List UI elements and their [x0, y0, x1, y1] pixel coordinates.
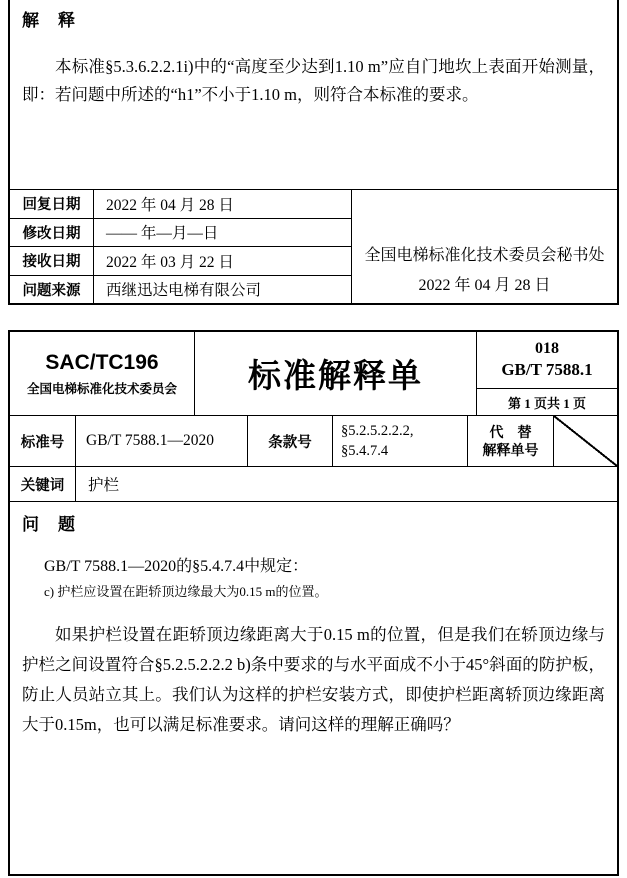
revision-date-label: 修改日期	[10, 219, 94, 247]
question-section	[10, 502, 617, 874]
secretariat-signature-cell	[352, 190, 617, 303]
dates-grid	[10, 190, 352, 303]
committee-name: 全国电梯标准化技术委员会	[26, 381, 177, 396]
clause-line-1: §5.2.5.2.2.2,	[341, 423, 414, 439]
table-row	[10, 246, 351, 275]
table-row	[10, 218, 351, 247]
dates-section	[10, 190, 617, 303]
standard-no-value: GB/T 7588.1—2020	[76, 416, 248, 466]
question-body-text: 如果护栏设置在距轿顶边缘距离大于0.15 m的位置，但是我们在轿顶边缘与护栏之间设置符合§5.2.5.2.2.2 b)条中要求的与水平面成不小于45°斜面的防护板，防止人员站立其上。我们认为这样的护栏安装方式，即使护栏距离轿顶边缘距离大于0.15m，也可以满足标准要求。请问这样的理解正确吗？	[22, 625, 605, 734]
received-date-label: 接收日期	[10, 247, 94, 275]
table-row	[10, 190, 351, 218]
revision-date-value: —— 年—月—日	[106, 225, 219, 243]
question-source-value: 西继迅达电梯有限公司	[106, 282, 262, 300]
sheet-number: 018	[535, 340, 559, 357]
sheet-number-block	[477, 332, 617, 389]
replaced-sheet-empty-diagonal-cell	[554, 416, 617, 466]
interpretation-table	[8, 0, 619, 305]
secretariat-name: 全国电梯标准化技术委员会秘书处	[364, 247, 605, 264]
clause-no-label: 条款号	[248, 416, 333, 466]
question-intro: GB/T 7588.1—2020的§5.4.7.4中规定：	[44, 558, 309, 575]
page-info: 第 1 页共 1 页	[507, 395, 586, 411]
page-info-cell	[477, 389, 617, 415]
standard-fields-row	[10, 416, 617, 467]
received-date-value: 2022 年 03 月 22 日	[106, 253, 234, 271]
sheet-standard: GB/T 7588.1	[501, 360, 593, 379]
sheet-title: 标准解释单	[248, 359, 423, 395]
reply-date-label: 回复日期	[10, 190, 94, 218]
interpretation-section	[10, 0, 617, 190]
sheet-title-cell	[195, 332, 477, 415]
sheet-number-cell	[477, 332, 617, 415]
question-quoted-clause: c) 护栏应设置在距轿顶边缘最大为0.15 m的位置。	[44, 584, 328, 599]
keyword-value: 护栏	[88, 477, 120, 494]
reply-date-value: 2022 年 04 月 28 日	[106, 196, 234, 214]
clause-line-2: §5.4.7.4	[341, 443, 389, 459]
standard-no-label: 标准号	[10, 416, 76, 466]
sheet-header-row	[10, 332, 617, 416]
keyword-row	[10, 467, 617, 502]
replaced-sheet-label	[468, 416, 554, 466]
clause-no-value	[333, 416, 468, 466]
interpretation-sheet-table	[8, 330, 619, 876]
question-heading: 问 题	[22, 515, 76, 534]
question-source-label: 问题来源	[10, 276, 94, 304]
interpretation-heading: 解 释	[22, 11, 76, 30]
interpretation-body-text: 本标准§5.3.6.2.2.1i)中的“高度至少达到1.10 m”应自门地坎上表面开始测量，即：若问题中所述的“h1”不小于1.10 m，则符合本标准的要求。	[22, 57, 605, 104]
replaced-sheet-label-line-1: 代 替	[489, 424, 532, 440]
committee-code: SAC/TC196	[45, 350, 159, 374]
table-row	[10, 275, 351, 304]
committee-cell	[10, 332, 195, 415]
keyword-label: 关键词	[10, 467, 76, 501]
secretariat-date: 2022 年 04 月 28 日	[418, 277, 551, 294]
replaced-sheet-label-line-2: 解释单号	[482, 442, 539, 458]
